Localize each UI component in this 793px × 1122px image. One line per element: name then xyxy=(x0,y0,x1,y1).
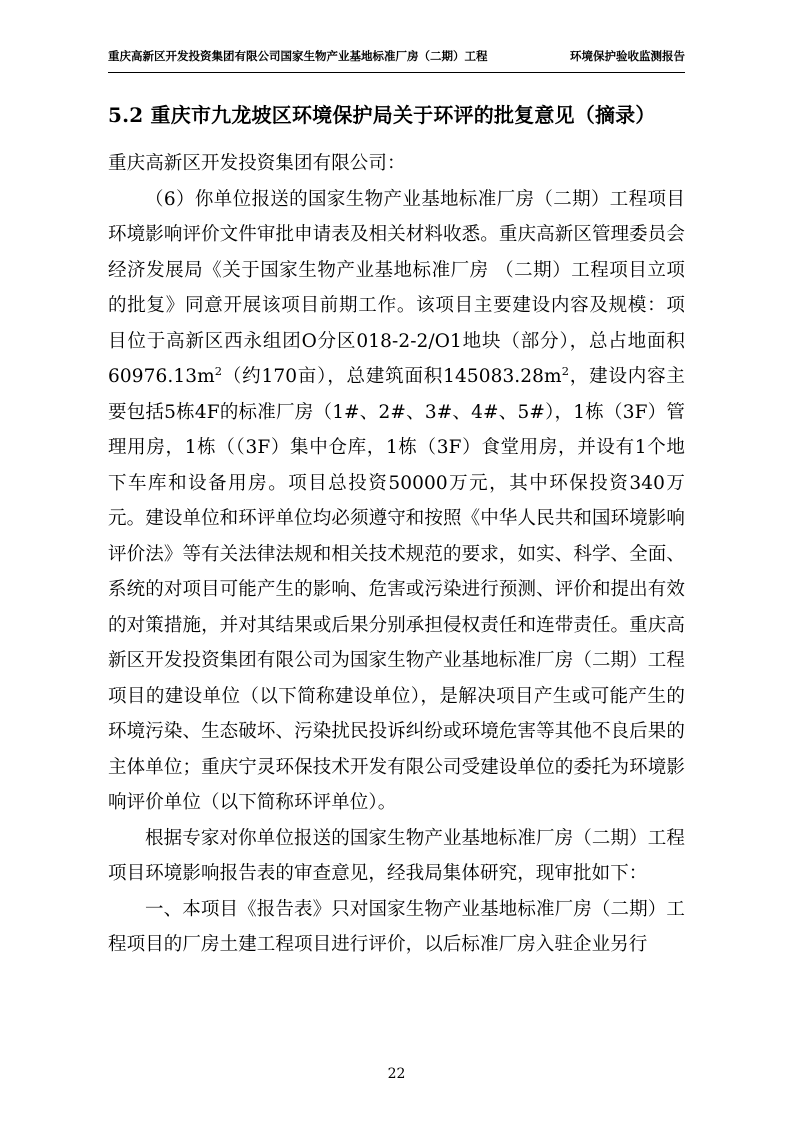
header-divider xyxy=(108,72,685,73)
approval-text-part-2: （约170亩），总建筑面积145083.28m xyxy=(222,366,562,388)
review-basis-paragraph: 根据专家对你单位报送的国家生物产业基地标准厂房（二期）工程项目环境影响报告表的审查意见，经我局集体研究，现审批如下： xyxy=(108,827,685,885)
page-number: 22 xyxy=(387,1066,406,1082)
approval-text-part-1: （6）你单位报送的国家生物产业基地标准厂房（二期）工程项目环境影响评价文件审批申请表及相关材料收悉。重庆高新区管理委员会经济发展局《关于国家生物产业基地标准厂房 （二期）工程项目立项的批复》同意开展该项目前期工作。该项目主要建设内容及规模：项 目位于高新区西永组团O分区018-2-2/O1地块（部分），总占地面积60976.13m xyxy=(108,188,685,388)
header-right-text: 环境保护验收监测报告 xyxy=(570,49,685,63)
document-body xyxy=(108,92,685,963)
addressee-paragraph: 重庆高新区开发投资集团有限公司： xyxy=(108,153,406,174)
header-left-text: 重庆高新区开发投资集团有限公司国家生物产业基地标准厂房（二期）工程 xyxy=(108,49,488,63)
approval-text-part-3: ，建设内容主要包括5栋4F的标准厂房（1#、2#、3#、4#、5#），1栋（3F）管理用房，1栋（（3F）集中仓库，1栋（3F）食堂用房，并设有1个地下车库和设备用房。项目总投资50000万元，其中环保投资340万元。建设单位和环评单位均必须遵守和按照《中华人民共和国环境影响评价法》等有关法律法规和相关技术规范的要求，如实、科学、全面、系统的对项目可能产生的影响、危害或污染进行预测、评价和提出有效的对策措施，并对其结果或后果分别承担侵权责任和连带责任。重庆高新区开发投资集团有限公司为国家生物产业基地标准厂房（二期）工程项目的建设单位（以下简称建设单位），是解决项目产生或可能产生的环境污染、生态破坏、污染扰民投诉纠纷或环境危害等其他不良后果的主体单位；重庆宁灵环保技术开发有限公司受建设单位的委托为环境影响评价单位（以下简称环评单位）。 xyxy=(108,366,685,814)
area-unit-superscript-1: 2 xyxy=(214,363,223,378)
running-header xyxy=(108,50,685,64)
section-heading: 5.2 重庆市九龙坡区环境保护局关于环评的批复意见（摘录） xyxy=(108,103,656,127)
approval-opinion-paragraph xyxy=(108,182,685,821)
area-unit-superscript-2: 2 xyxy=(561,363,570,378)
approval-item-one-paragraph: 一、本项目《报告表》只对国家生物产业基地标准厂房（二期）工程项目的厂房土建工程项目进行评价，以后标准厂房入驻企业另行 xyxy=(108,898,685,956)
